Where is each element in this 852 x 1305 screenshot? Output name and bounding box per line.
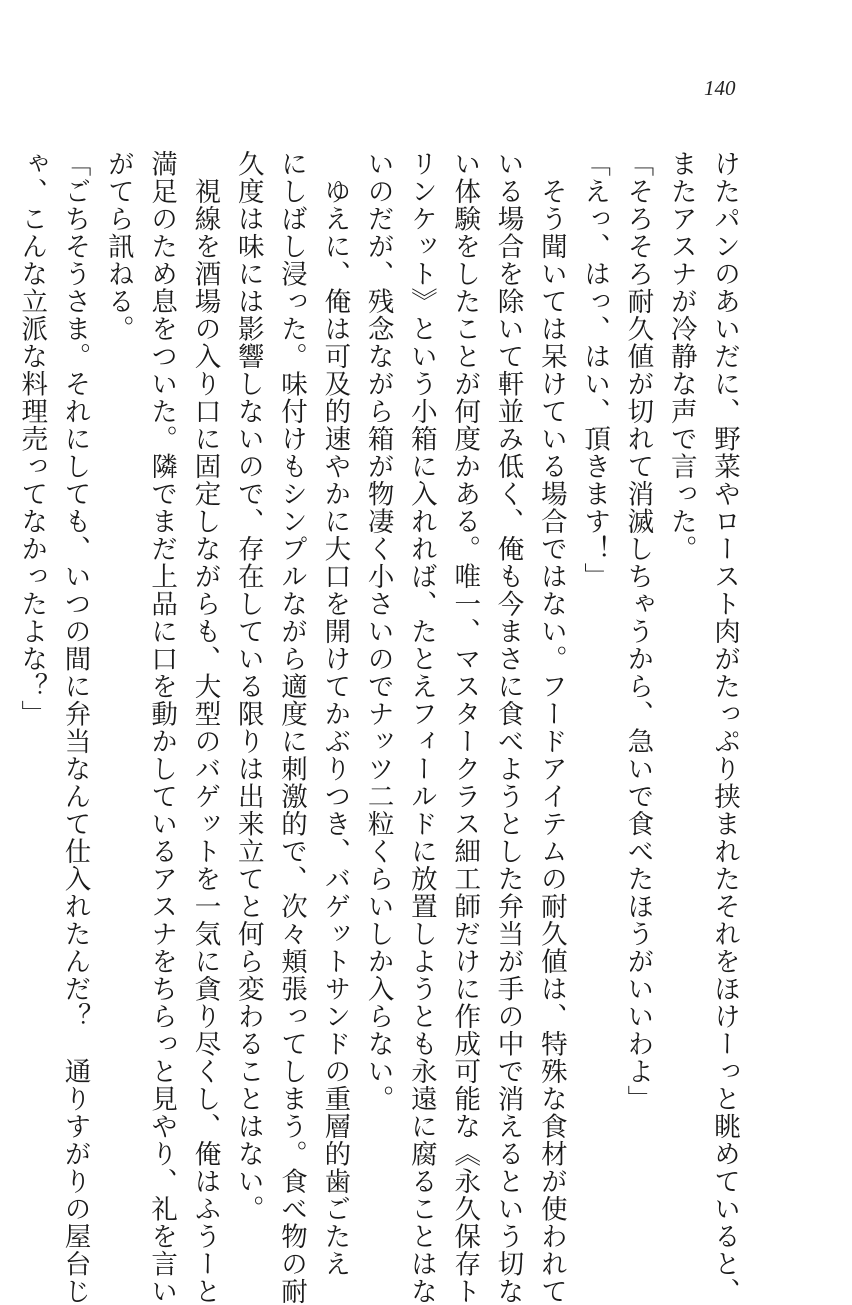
text-line: ゆえに、俺は可及的速やかに大口を開けてかぶりつき、バゲットサンドの重層的歯ごたえ (319, 150, 351, 1278)
text-line: がてら訊ねる。 (102, 150, 134, 343)
text-line: 視線を酒場の入り口に固定しながらも、大型のバゲットを一気に貪り尽くし、俺はふうーと (189, 150, 221, 1305)
text-line: そう聞いては呆けている場合ではない。フードアイテムの耐久値は、特殊な食材が使われて (535, 150, 567, 1305)
text-line: 満足のため息をついた。隣でまだ上品に口を動かしているアスナをちらっと見やり、礼を言い (146, 150, 178, 1305)
body-text (16, 150, 746, 1305)
text-line: 「そろそろ耐久値が切れて消滅しちゃうから、急いで食べたほうがいいわよ」 (622, 150, 654, 1113)
text-line: いる場合を除いて軒並み低く、俺も今まさに食べようとした弁当が手の中で消えるという切な (492, 150, 524, 1305)
text-line: またアスナが冷静な声で言った。 (665, 150, 697, 563)
text-line: ゃ、こんな立派な料理売ってなかったよな？」 (16, 150, 48, 728)
text-line: 「ごちそうさま。それにしても、いつの間に弁当なんて仕入れたんだ？ 通りすがりの屋台じ (59, 150, 91, 1305)
text-line: リンケット》という小箱に入れれば、たとえフィールドに放置しようとも永遠に腐ることはな (405, 150, 437, 1305)
text-line: 久度は味には影響しないので、存在している限りは出来立てと何ら変わることはない。 (232, 150, 264, 1223)
text-line: けたパンのあいだに、野菜やロースト肉がたっぷり挟まれたそれをほけーっと眺めていると、 (709, 150, 740, 1305)
text-line: 「えっ、はっ、はい、頂きます！」 (579, 150, 611, 590)
text-line: い体験をしたことが何度かある。唯一、マスタークラス細工師だけに作成可能な《永久保存ト (449, 150, 481, 1305)
page-number: 140 (704, 76, 736, 100)
text-columns (16, 150, 746, 1305)
text-line: にしばし浸った。味付けもシンプルながら適度に刺激的で、次々頬張ってしまう。食べ物の耐 (276, 150, 308, 1305)
text-line: いのだが、残念ながら箱が物凄く小さいのでナッツ二粒くらいしか入らない。 (362, 150, 394, 1113)
